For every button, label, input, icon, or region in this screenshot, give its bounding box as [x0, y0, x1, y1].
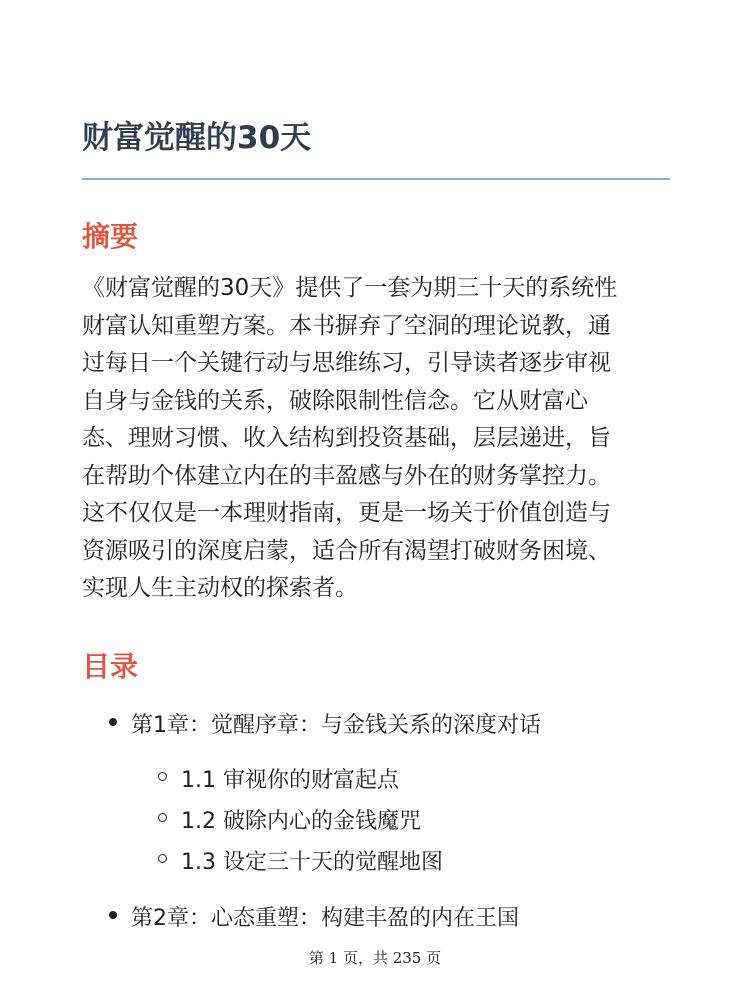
summary-paragraph	[82, 270, 674, 608]
toc-section-1-2[interactable]: 1.2 破除内心的金钱魔咒	[181, 809, 421, 834]
bullet-circle-icon	[158, 854, 167, 863]
summary-line: 在帮助个体建立内在的丰盈感与外在的财务掌控力。	[82, 462, 611, 489]
toc-chapter-1[interactable]: 第1章：觉醒序章：与金钱关系的深度对话	[131, 713, 541, 738]
summary-line: 《财富觉醒的30天》提供了一套为期三十天的系统性	[82, 275, 618, 301]
summary-line: 过每日一个关键行动与思维练习，引导读者逐步审视	[82, 350, 611, 376]
summary-line: 资源吸引的深度启蒙，适合所有渴望打破财务困境、	[82, 537, 611, 564]
bullet-disc-icon	[109, 911, 117, 919]
summary-line: 态、理财习惯、收入结构到投资基础，层层递进，旨	[82, 425, 611, 451]
summary-line: 财富认知重塑方案。本书摒弃了空洞的理论说教，通	[82, 312, 611, 339]
title-divider	[82, 178, 670, 180]
bullet-disc-icon	[109, 718, 117, 726]
summary-line: 实现人生主动权的探索者。	[82, 575, 358, 601]
toc-heading: 目录	[82, 650, 139, 683]
book-title: 财富觉醒的30天	[82, 120, 312, 156]
toc-section-1-3[interactable]: 1.3 设定三十天的觉醒地图	[181, 850, 443, 875]
summary-line: 自身与金钱的关系，破除限制性信念。它从财富心	[82, 387, 588, 414]
summary-heading: 摘要	[82, 220, 139, 253]
summary-line: 这不仅仅是一本理财指南，更是一场关于价值创造与	[82, 500, 611, 526]
bullet-circle-icon	[158, 772, 167, 781]
toc-chapter-2[interactable]: 第2章：心态重塑：构建丰盈的内在王国	[131, 906, 519, 931]
page-footer: 第 1 页，共 235 页	[308, 949, 442, 967]
toc-section-1-1[interactable]: 1.1 审视你的财富起点	[181, 768, 399, 793]
bullet-circle-icon	[158, 813, 167, 822]
